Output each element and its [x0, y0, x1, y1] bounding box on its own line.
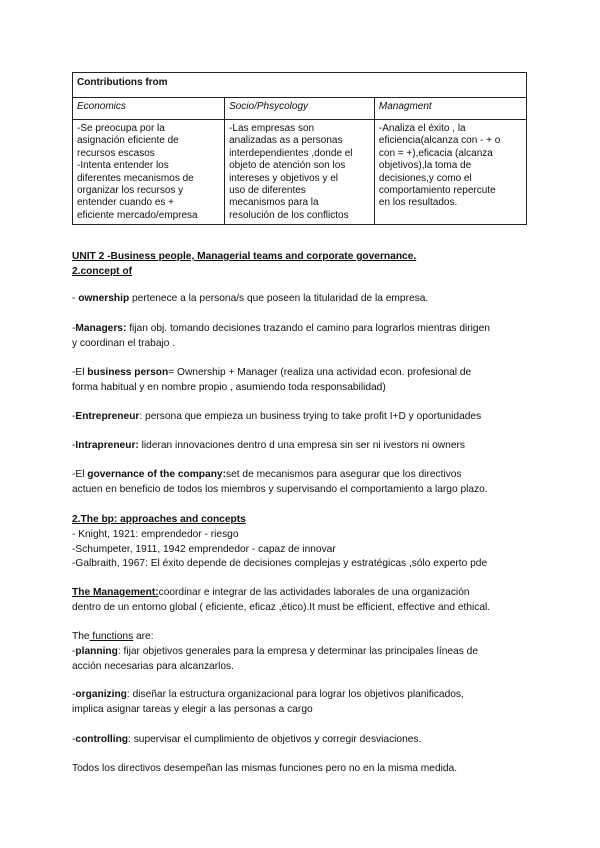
table-cell-line: resolución de los conflictos — [229, 209, 349, 221]
management-definition — [72, 586, 542, 616]
table-cell-line: con = +),eficacia (alcanza — [378, 147, 493, 159]
definition-text: fijan obj. tomando decisiones trazando el camino para lograrlos mientras dirigen — [126, 323, 490, 334]
approach-item: -Galbraith, 1967: El éxito depende de decisiones complejas y estratégicas ,sólo experto pde — [72, 558, 488, 570]
function-prefix: - — [72, 645, 76, 657]
definition-term: Managers: — [75, 323, 127, 334]
function-text: : diseñar la estructura organizacional para lograr los objetivos planificados, — [126, 689, 464, 700]
functions-intro-prefix: The — [72, 631, 90, 642]
unit-heading — [72, 250, 542, 280]
definition-term: ownership — [78, 293, 130, 304]
definition-term: Entrepreneur — [75, 411, 140, 422]
table-cell-line: organizar los recursos y — [77, 185, 184, 197]
definition-term: business person — [87, 367, 169, 378]
table-cell-line: intereses y objetivos y el — [229, 172, 339, 184]
definition-intrapreneur — [72, 439, 542, 454]
closing-paragraph — [72, 762, 542, 777]
function-text: : supervisar el cumplimiento de objetivos y corregir desviaciones. — [128, 734, 422, 745]
table-cell-line: recursos escasos — [77, 147, 155, 159]
definition-governance — [72, 468, 542, 498]
definition-text-continued: y coordinan el trabajo . — [72, 337, 176, 349]
table-cell-line: en los resultados. — [378, 197, 458, 209]
definition-prefix: - — [72, 293, 79, 304]
definition-text-continued: forma habitual y en nombre propio , asumiendo toda responsabilidad) — [72, 381, 386, 393]
definition-prefix: - — [72, 440, 76, 451]
definition-ownership — [72, 292, 542, 307]
definition-prefix: -El — [72, 469, 88, 480]
approaches-title: 2.The bp: approaches and concepts — [72, 514, 246, 525]
definition-text: = Ownership + Manager (realiza una actividad econ. profesional de — [168, 367, 472, 378]
definition-text: lideran innovaciones dentro d una empresa sin ser ni ivestors ni owners — [138, 440, 465, 451]
functions-intro-term: functions — [89, 631, 134, 642]
definition-text: : persona que empieza un business trying to take profit I+D y oportunidades — [139, 411, 482, 422]
table-cell-line: -Se preocupa por la — [77, 123, 165, 134]
functions-section — [72, 630, 542, 674]
definition-entrepreneur — [72, 410, 542, 425]
table-cell-line: -Las empresas son — [229, 123, 315, 134]
approach-item: -Schumpeter, 1911, 1942 emprendedor - capaz de innovar — [72, 543, 336, 555]
table-cell-line: interdependientes ,donde el — [229, 147, 353, 159]
table-cell-line: -Intenta entender los — [77, 160, 169, 172]
table-header: Contributions from — [73, 73, 527, 98]
definition-term: Intrapreneur: — [75, 440, 139, 451]
approaches-section — [72, 513, 542, 572]
function-text-continued: implica asignar tareas y elegir a las personas a cargo — [72, 703, 313, 715]
table-cell-line: entender cuando es + — [77, 197, 175, 209]
table-cell-line: objeto de atención son los — [229, 160, 346, 172]
column-economics-body — [73, 120, 225, 225]
definition-text-continued: actuen en beneficio de todos los miembros y supervisando el comportamiento a largo plazo. — [72, 483, 488, 495]
table-cell-line: decisiones,y como el — [378, 172, 472, 184]
column-economics-title: Economics — [73, 98, 225, 120]
approach-item: - Knight, 1921: emprendedor - riesgo — [72, 528, 239, 540]
function-text-continued: acción necesarias para alcanzarlos. — [72, 660, 234, 672]
closing-text: Todos los directivos desempeñan las mismas funciones pero no en la misma medida. — [72, 763, 458, 774]
function-organizing-term: organizing — [75, 689, 127, 700]
table-cell-line: uso de diferentes — [229, 185, 306, 197]
table-cell-line: eficiente mercado/empresa — [77, 209, 198, 221]
definition-text: set de mecanismos para asegurar que los directivos — [225, 469, 462, 480]
table-cell-line: asignación eficiente de — [77, 135, 179, 147]
function-organizing — [72, 688, 542, 718]
management-text-continued: dentro de un entorno global ( eficiente, eficaz ,ético).It must be efficient, effective and ethical. — [72, 601, 491, 613]
column-management-body — [374, 120, 526, 225]
table-cell-line: diferentes mecanismos de — [77, 172, 194, 184]
definition-prefix: - — [72, 323, 76, 334]
table-cell-line: -Analiza el éxito , la — [378, 123, 466, 134]
function-text: : fijar objetivos generales para la empresa y determinar las principales líneas de — [117, 645, 479, 657]
management-term: The Management: — [72, 587, 159, 598]
definition-managers — [72, 322, 542, 352]
unit-title: UNIT 2 -Business people, Managerial teams and corporate governance. — [72, 251, 417, 262]
contributions-table — [72, 72, 527, 225]
definition-business-person — [72, 366, 542, 396]
unit-subtitle: 2.concept of — [72, 265, 133, 277]
definition-term: governance of the company: — [87, 469, 226, 480]
table-cell-line: mecanismos para la — [229, 197, 319, 209]
column-psychology-body — [225, 120, 375, 225]
table-cell-line: comportamiento repercute — [378, 185, 496, 197]
table-cell-line: analizadas as a personas — [229, 135, 343, 147]
table-cell-line: eficiencia(alcanza con - + o — [378, 135, 501, 147]
functions-intro-suffix: are: — [133, 631, 154, 642]
function-controlling-term: controlling — [75, 734, 129, 745]
function-controlling — [72, 733, 542, 748]
column-psychology-title: Socio/Phsycology — [225, 98, 375, 120]
column-management-title: Managment — [374, 98, 526, 120]
table-cell-line: objetivos),la toma de — [378, 160, 472, 172]
function-prefix: - — [72, 689, 76, 700]
definition-prefix: - — [72, 411, 76, 422]
definition-prefix: -El — [72, 367, 88, 378]
management-text: coordinar e integrar de las actividades laborales de una organización — [158, 587, 470, 598]
function-prefix: - — [72, 734, 76, 745]
function-planning-term: planning — [75, 645, 118, 657]
definition-text: pertenece a la persona/s que poseen la titularidad de la empresa. — [129, 293, 429, 304]
